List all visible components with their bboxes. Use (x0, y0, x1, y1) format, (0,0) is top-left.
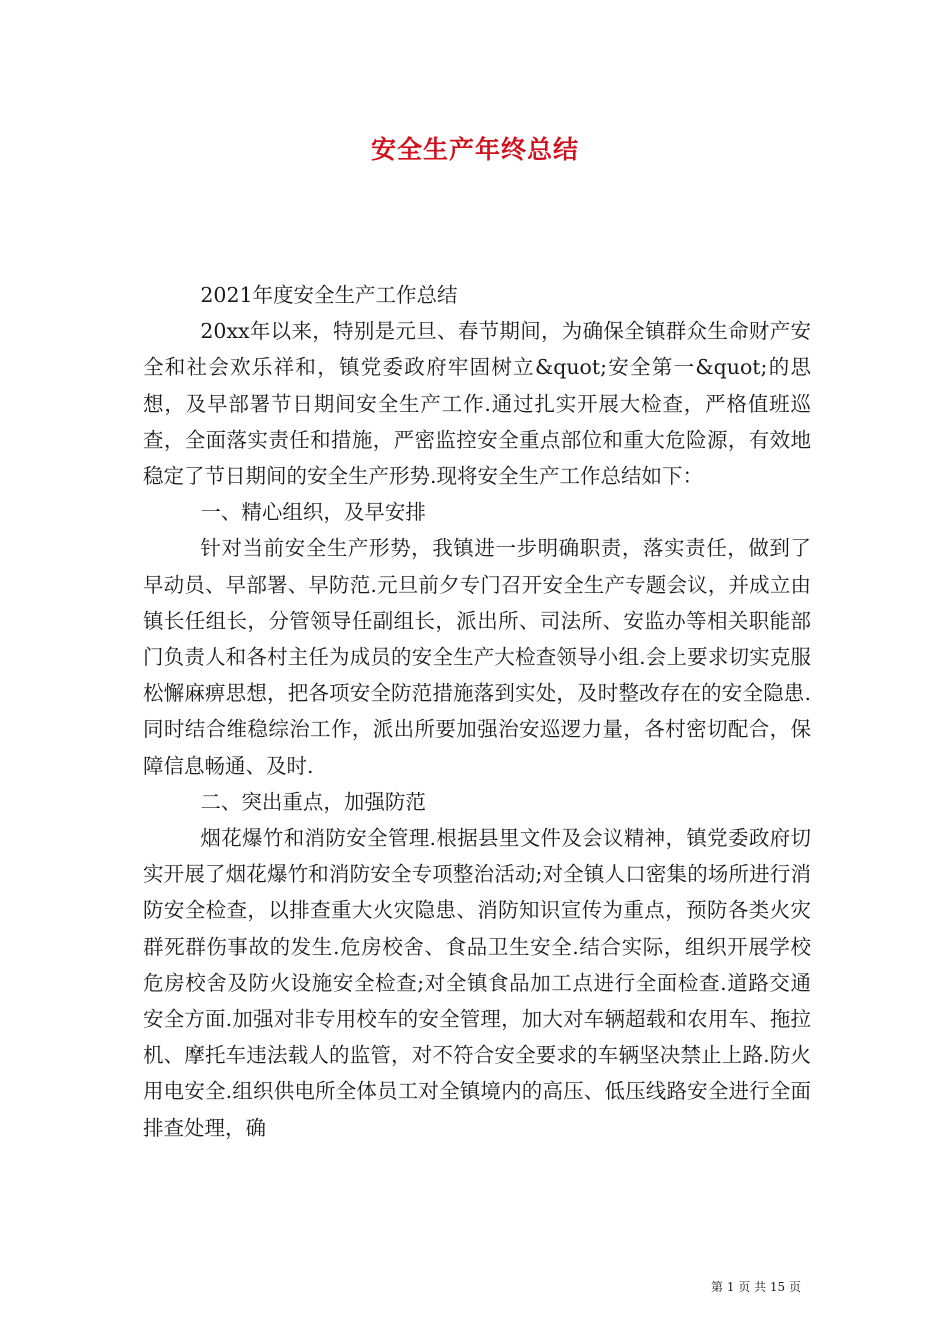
page-number-footer: 第 1 页 共 15 页 (711, 1280, 801, 1294)
section-heading-annual-summary: 2021年度安全生产工作总结 (200, 283, 458, 307)
body-paragraph-intro: 20xx年以来，特别是元旦、春节期间，为确保全镇群众生命财产安全和社会欢乐祥和，镇党委政府牢固树立&quot;安全第一&quot;的思想，及早部署节日期间安全生产工作.通过扎实开展大检查，严格值班巡查，全面落实责任和措施，严密监控安全重点部位和重大危险源，有效地稳定了节日期间的安全生产形势.现将安全生产工作总结如下： (143, 319, 811, 489)
section-heading-one: 一、精心组织，及早安排 (200, 500, 426, 525)
body-paragraph-one: 针对当前安全生产形势，我镇进一步明确职责，落实责任，做到了早动员、早部署、早防范.元旦前夕专门召开安全生产专题会议，并成立由镇长任组长，分管领导任副组长，派出所、司法所、安监办等相关职能部门负责人和各村主任为成员的安全生产大检查领导小组.会上要求切实克服松懈麻痹思想，把各项安全防范措施落到实处，及时整改存在的安全隐患.同时结合维稳综治工作，派出所要加强治安巡逻力量，各村密切配合，保障信息畅通、及时. (143, 536, 811, 778)
body-paragraph-two: 烟花爆竹和消防安全管理.根据县里文件及会议精神，镇党委政府切实开展了烟花爆竹和消防安全专项整治活动;对全镇人口密集的场所进行消防安全检查，以排查重大火灾隐患、消防知识宣传为重点，预防各类火灾群死群伤事故的发生.危房校舍、食品卫生安全.结合实际，组织开展学校危房校舍及防火设施安全检查;对全镇食品加工点进行全面检查.道路交通安全方面.加强对非专用校车的安全管理，加大对车辆超载和农用车、拖拉机、摩托车违法载人的监管，对不符合安全要求的车辆坚决禁止上路.防火用电安全.组织供电所全体员工对全镇境内的高压、低压线路安全进行全面排查处理，确 (143, 826, 811, 1140)
section-heading-two: 二、突出重点，加强防范 (200, 789, 426, 814)
document-body (143, 277, 811, 1146)
document-title: 安全生产年终总结 (370, 135, 579, 164)
